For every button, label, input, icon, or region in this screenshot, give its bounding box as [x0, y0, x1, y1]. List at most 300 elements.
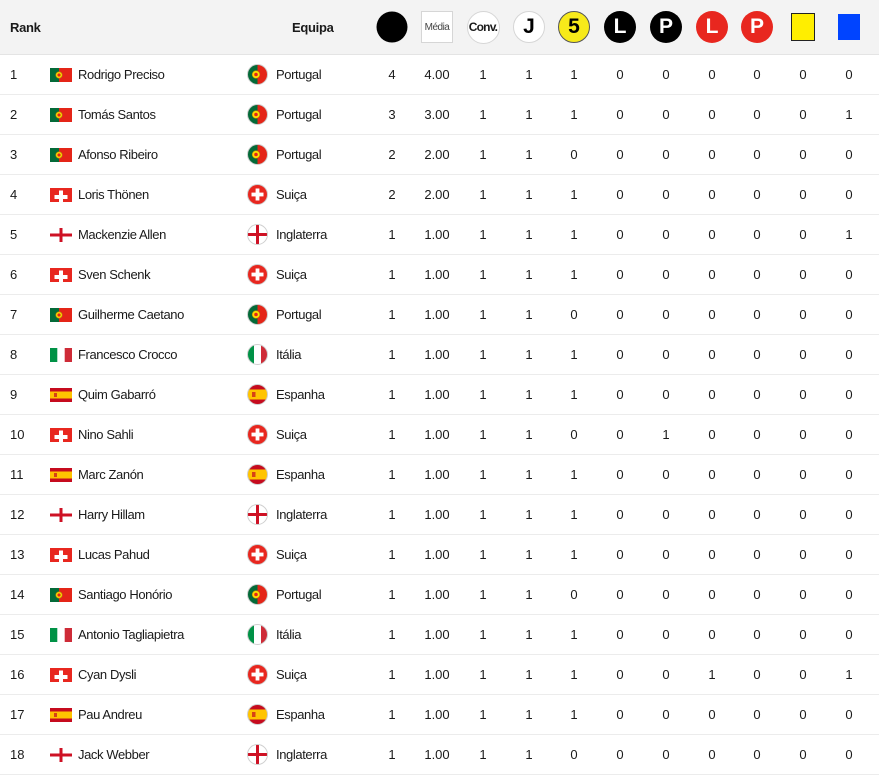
player-cell[interactable] — [50, 455, 240, 494]
country-flag-icon — [50, 668, 72, 682]
team-name[interactable]: Portugal — [276, 147, 322, 162]
team-cell[interactable] — [247, 575, 377, 614]
conv-cell: 1 — [479, 227, 487, 242]
player-name[interactable]: Pau Andreu — [78, 707, 142, 722]
j-cell: 1 — [525, 707, 533, 722]
blue-cards-cell: 0 — [845, 587, 853, 602]
player-cell[interactable] — [50, 415, 240, 454]
j-cell: 1 — [525, 747, 533, 762]
goals-cell: 1 — [388, 267, 396, 282]
rank-cell: 3 — [10, 147, 18, 162]
goals-cell: 1 — [388, 467, 396, 482]
l-red-header[interactable] — [692, 0, 732, 54]
p-red-cell: 0 — [753, 67, 761, 82]
team-cell[interactable] — [247, 615, 377, 654]
yellow-cards-cell: 0 — [799, 307, 807, 322]
yellow-cards-cell: 0 — [799, 747, 807, 762]
table-row[interactable] — [0, 655, 879, 695]
media-cell: 1.00 — [424, 547, 450, 562]
media-cell: 1.00 — [424, 387, 450, 402]
p-cell: 0 — [662, 267, 670, 282]
five-cell: 0 — [570, 307, 578, 322]
conv-cell: 1 — [479, 587, 487, 602]
team-name[interactable]: Suiça — [276, 427, 307, 442]
media-cell: 1.00 — [424, 427, 450, 442]
table-row[interactable] — [0, 455, 879, 495]
l-cell: 0 — [616, 667, 624, 682]
yellow-card-header[interactable] — [783, 0, 823, 54]
l-cell: 0 — [616, 587, 624, 602]
team-cell[interactable] — [247, 215, 377, 254]
goals-cell: 4 — [388, 67, 396, 82]
team-header[interactable]: Equipa — [292, 19, 334, 35]
j-cell: 1 — [525, 467, 533, 482]
player-cell[interactable] — [50, 495, 240, 534]
five-cell: 1 — [570, 187, 578, 202]
country-flag-icon — [50, 148, 72, 162]
p-cell: 0 — [662, 747, 670, 762]
yellow-cards-cell: 0 — [799, 427, 807, 442]
player-name[interactable]: Quim Gabarró — [78, 387, 156, 402]
five-cell: 0 — [570, 587, 578, 602]
j-cell: 1 — [525, 107, 533, 122]
l-cell: 0 — [616, 187, 624, 202]
table-row[interactable] — [0, 375, 879, 415]
player-name[interactable]: Santiago Honório — [78, 587, 173, 602]
p-cell: 0 — [662, 67, 670, 82]
j-header[interactable] — [509, 0, 549, 54]
l-cell: 0 — [616, 227, 624, 242]
table-row[interactable] — [0, 95, 879, 135]
five-cell: 1 — [570, 267, 578, 282]
j-cell: 1 — [525, 187, 533, 202]
table-row[interactable] — [0, 615, 879, 655]
country-flag-icon — [50, 708, 72, 722]
rank-cell: 17 — [10, 707, 25, 722]
conv-cell: 1 — [479, 347, 487, 362]
conv-cell: 1 — [479, 507, 487, 522]
p-cell: 0 — [662, 707, 670, 722]
goals-cell: 1 — [388, 507, 396, 522]
table-row[interactable] — [0, 135, 879, 175]
team-name[interactable]: Suiça — [276, 187, 307, 202]
blue-cards-cell: 0 — [845, 187, 853, 202]
team-name[interactable]: Itália — [276, 627, 302, 642]
rank-cell: 18 — [10, 747, 25, 762]
table-row[interactable] — [0, 295, 879, 335]
yellow-cards-cell: 0 — [799, 707, 807, 722]
team-name[interactable]: Suiça — [276, 667, 307, 682]
media-header[interactable] — [417, 0, 457, 54]
blue-cards-cell: 0 — [845, 147, 853, 162]
j-cell: 1 — [525, 347, 533, 362]
player-cell[interactable] — [50, 335, 240, 374]
player-name[interactable]: Guilherme Caetano — [78, 307, 184, 322]
blue-card-header[interactable] — [829, 0, 869, 54]
team-name[interactable]: Portugal — [276, 307, 322, 322]
team-cell[interactable] — [247, 335, 377, 374]
team-cell[interactable] — [247, 135, 377, 174]
blue-cards-cell: 0 — [845, 67, 853, 82]
p-cell: 0 — [662, 627, 670, 642]
p-red-cell: 0 — [753, 627, 761, 642]
country-flag-icon — [50, 588, 72, 602]
j-cell: 1 — [525, 667, 533, 682]
media-cell: 4.00 — [424, 67, 450, 82]
team-flag-icon — [247, 304, 268, 325]
l-label: L — [604, 11, 636, 43]
team-flag-icon — [247, 664, 268, 685]
yellow-cards-cell: 0 — [799, 467, 807, 482]
goals-cell: 1 — [388, 227, 396, 242]
yellow-cards-cell: 0 — [799, 67, 807, 82]
team-name[interactable]: Suiça — [276, 267, 307, 282]
team-cell[interactable] — [247, 415, 377, 454]
p-red-cell: 0 — [753, 347, 761, 362]
table-body — [0, 55, 879, 775]
yellow-cards-cell: 0 — [799, 507, 807, 522]
team-name[interactable]: Itália — [276, 347, 302, 362]
p-label: P — [650, 11, 682, 43]
player-name[interactable]: Nino Sahli — [78, 427, 134, 442]
player-name[interactable]: Harry Hillam — [78, 507, 145, 522]
media-cell: 1.00 — [424, 667, 450, 682]
goals-cell: 2 — [388, 147, 396, 162]
table-row[interactable] — [0, 695, 879, 735]
l-cell: 0 — [616, 67, 624, 82]
team-flag-icon — [247, 624, 268, 645]
l-cell: 0 — [616, 147, 624, 162]
p-cell: 0 — [662, 347, 670, 362]
media-cell: 1.00 — [424, 707, 450, 722]
five-cell: 1 — [570, 387, 578, 402]
team-cell[interactable] — [247, 295, 377, 334]
table-row[interactable] — [0, 415, 879, 455]
goals-cell: 3 — [388, 107, 396, 122]
player-name[interactable]: Sven Schenk — [78, 267, 151, 282]
conv-cell: 1 — [479, 147, 487, 162]
conv-cell: 1 — [479, 107, 487, 122]
team-flag-icon — [247, 184, 268, 205]
team-name[interactable]: Espanha — [276, 707, 325, 722]
media-cell: 3.00 — [424, 107, 450, 122]
team-name[interactable]: Suiça — [276, 547, 307, 562]
team-cell[interactable] — [247, 655, 377, 694]
player-name[interactable]: Loris Thönen — [78, 187, 149, 202]
country-flag-icon — [50, 268, 72, 282]
l-cell: 0 — [616, 307, 624, 322]
team-flag-icon — [247, 64, 268, 85]
team-name[interactable]: Inglaterra — [276, 227, 327, 242]
p-cell: 0 — [662, 667, 670, 682]
player-name[interactable]: Francesco Crocco — [78, 347, 178, 362]
table-row[interactable] — [0, 495, 879, 535]
team-flag-icon — [247, 464, 268, 485]
p-red-cell: 0 — [753, 587, 761, 602]
l-cell: 0 — [616, 387, 624, 402]
yellow-cards-cell: 0 — [799, 627, 807, 642]
country-flag-icon — [50, 348, 72, 362]
five-cell: 1 — [570, 347, 578, 362]
team-cell[interactable] — [247, 735, 377, 774]
five-cell: 1 — [570, 467, 578, 482]
table-row[interactable] — [0, 175, 879, 215]
rank-cell: 8 — [10, 347, 18, 362]
country-flag-icon — [50, 428, 72, 442]
yellow-cards-cell: 0 — [799, 147, 807, 162]
team-cell[interactable] — [247, 455, 377, 494]
blue-cards-cell: 0 — [845, 507, 853, 522]
conv-cell: 1 — [479, 707, 487, 722]
team-flag-icon — [247, 384, 268, 405]
team-flag-icon — [247, 224, 268, 245]
goals-cell: 1 — [388, 427, 396, 442]
blue-cards-cell: 0 — [845, 387, 853, 402]
conv-cell: 1 — [479, 427, 487, 442]
player-cell[interactable] — [50, 255, 240, 294]
player-name[interactable]: Rodrigo Preciso — [78, 67, 165, 82]
player-name[interactable]: Lucas Pahud — [78, 547, 150, 562]
player-cell[interactable] — [50, 175, 240, 214]
l-red-label: L — [696, 11, 728, 43]
team-cell[interactable] — [247, 55, 377, 94]
team-cell[interactable] — [247, 175, 377, 214]
team-cell[interactable] — [247, 535, 377, 574]
team-cell[interactable] — [247, 695, 377, 734]
media-cell: 1.00 — [424, 587, 450, 602]
table-row[interactable] — [0, 215, 879, 255]
p-header[interactable] — [646, 0, 686, 54]
team-flag-icon — [247, 264, 268, 285]
rank-cell: 1 — [10, 67, 18, 82]
player-cell[interactable] — [50, 95, 240, 134]
p-cell: 0 — [662, 307, 670, 322]
goals-cell: 1 — [388, 307, 396, 322]
l-cell: 0 — [616, 507, 624, 522]
player-cell[interactable] — [50, 695, 240, 734]
l-red-cell: 0 — [708, 107, 716, 122]
l-cell: 0 — [616, 347, 624, 362]
country-flag-icon — [50, 468, 72, 482]
goals-cell: 1 — [388, 627, 396, 642]
conv-cell: 1 — [479, 387, 487, 402]
goals-cell: 1 — [388, 667, 396, 682]
rank-cell: 7 — [10, 307, 18, 322]
conv-cell: 1 — [479, 547, 487, 562]
table-row[interactable] — [0, 55, 879, 95]
l-red-cell: 0 — [708, 427, 716, 442]
l-red-cell: 0 — [708, 267, 716, 282]
player-cell[interactable] — [50, 655, 240, 694]
l-red-cell: 0 — [708, 387, 716, 402]
team-name[interactable]: Espanha — [276, 387, 325, 402]
j-cell: 1 — [525, 547, 533, 562]
table-row[interactable] — [0, 335, 879, 375]
five-cell: 1 — [570, 667, 578, 682]
player-name[interactable]: Tomás Santos — [78, 107, 156, 122]
l-red-cell: 0 — [708, 67, 716, 82]
p-cell: 0 — [662, 587, 670, 602]
p-red-cell: 0 — [753, 387, 761, 402]
table-row[interactable] — [0, 535, 879, 575]
goals-header[interactable] — [372, 0, 412, 54]
rank-header[interactable]: Rank — [10, 19, 41, 35]
five-header[interactable] — [554, 0, 594, 54]
yellow-card-icon — [791, 13, 815, 41]
l-cell: 0 — [616, 547, 624, 562]
p-red-label: P — [741, 11, 773, 43]
team-cell[interactable] — [247, 255, 377, 294]
l-header[interactable] — [600, 0, 640, 54]
j-cell: 1 — [525, 627, 533, 642]
team-cell[interactable] — [247, 495, 377, 534]
rank-cell: 16 — [10, 667, 25, 682]
goals-cell: 2 — [388, 187, 396, 202]
j-cell: 1 — [525, 387, 533, 402]
l-cell: 0 — [616, 427, 624, 442]
conv-cell: 1 — [479, 747, 487, 762]
yellow-cards-cell: 0 — [799, 587, 807, 602]
media-cell: 1.00 — [424, 227, 450, 242]
country-flag-icon — [50, 628, 72, 642]
p-red-cell: 0 — [753, 427, 761, 442]
conv-cell: 1 — [479, 187, 487, 202]
l-red-cell: 1 — [708, 667, 716, 682]
player-cell[interactable] — [50, 55, 240, 94]
blue-cards-cell: 0 — [845, 547, 853, 562]
j-cell: 1 — [525, 587, 533, 602]
team-flag-icon — [247, 584, 268, 605]
country-flag-icon — [50, 308, 72, 322]
l-red-cell: 0 — [708, 187, 716, 202]
j-cell: 1 — [525, 507, 533, 522]
team-name[interactable]: Inglaterra — [276, 507, 327, 522]
p-red-cell: 0 — [753, 467, 761, 482]
l-red-cell: 0 — [708, 507, 716, 522]
p-cell: 0 — [662, 227, 670, 242]
p-red-cell: 0 — [753, 707, 761, 722]
j-label: J — [513, 11, 545, 43]
team-flag-icon — [247, 744, 268, 765]
j-cell: 1 — [525, 307, 533, 322]
player-cell[interactable] — [50, 575, 240, 614]
table-row[interactable] — [0, 255, 879, 295]
team-flag-icon — [247, 544, 268, 565]
team-name[interactable]: Portugal — [276, 67, 322, 82]
team-cell[interactable] — [247, 95, 377, 134]
blue-cards-cell: 1 — [845, 107, 853, 122]
player-name[interactable]: Cyan Dysli — [78, 667, 137, 682]
player-cell[interactable] — [50, 295, 240, 334]
media-cell: 1.00 — [424, 467, 450, 482]
player-cell[interactable] — [50, 375, 240, 414]
goals-cell: 1 — [388, 547, 396, 562]
team-flag-icon — [247, 344, 268, 365]
player-cell[interactable] — [50, 615, 240, 654]
l-red-cell: 0 — [708, 747, 716, 762]
l-cell: 0 — [616, 107, 624, 122]
player-cell[interactable] — [50, 735, 240, 774]
j-cell: 1 — [525, 67, 533, 82]
ball-icon — [376, 11, 408, 43]
p-red-header[interactable] — [737, 0, 777, 54]
five-cell: 0 — [570, 147, 578, 162]
player-name[interactable]: Marc Zanón — [78, 467, 144, 482]
player-cell[interactable] — [50, 535, 240, 574]
five-cell: 1 — [570, 227, 578, 242]
rank-cell: 11 — [10, 467, 24, 482]
player-name[interactable]: Mackenzie Allen — [78, 227, 166, 242]
team-name[interactable]: Portugal — [276, 107, 322, 122]
l-red-cell: 0 — [708, 707, 716, 722]
five-cell: 0 — [570, 747, 578, 762]
conv-header[interactable] — [463, 0, 503, 54]
p-cell: 0 — [662, 467, 670, 482]
goals-cell: 1 — [388, 347, 396, 362]
j-cell: 1 — [525, 427, 533, 442]
team-flag-icon — [247, 144, 268, 165]
player-name[interactable]: Jack Webber — [78, 747, 150, 762]
p-red-cell: 0 — [753, 307, 761, 322]
team-name[interactable]: Inglaterra — [276, 747, 327, 762]
media-cell: 1.00 — [424, 267, 450, 282]
conv-cell: 1 — [479, 307, 487, 322]
player-cell[interactable] — [50, 215, 240, 254]
rank-cell: 12 — [10, 507, 25, 522]
country-flag-icon — [50, 108, 72, 122]
yellow-cards-cell: 0 — [799, 387, 807, 402]
player-name[interactable]: Afonso Ribeiro — [78, 147, 158, 162]
team-flag-icon — [247, 704, 268, 725]
media-cell: 1.00 — [424, 747, 450, 762]
player-name[interactable]: Antonio Tagliapietra — [78, 627, 184, 642]
player-cell[interactable] — [50, 135, 240, 174]
rank-cell: 15 — [10, 627, 25, 642]
team-flag-icon — [247, 104, 268, 125]
table-row[interactable] — [0, 575, 879, 615]
yellow-cards-cell: 0 — [799, 187, 807, 202]
media-cell: 1.00 — [424, 507, 450, 522]
p-red-cell: 0 — [753, 747, 761, 762]
p-cell: 0 — [662, 507, 670, 522]
team-name[interactable]: Portugal — [276, 587, 322, 602]
table-row[interactable] — [0, 735, 879, 775]
media-cell: 2.00 — [424, 147, 450, 162]
team-name[interactable]: Espanha — [276, 467, 325, 482]
p-cell: 0 — [662, 147, 670, 162]
country-flag-icon — [50, 68, 72, 82]
country-flag-icon — [50, 508, 72, 522]
five-cell: 1 — [570, 507, 578, 522]
blue-cards-cell: 0 — [845, 267, 853, 282]
yellow-cards-cell: 0 — [799, 227, 807, 242]
media-label: Média — [421, 11, 453, 43]
p-red-cell: 0 — [753, 267, 761, 282]
rank-cell: 2 — [10, 107, 18, 122]
five-label: 5 — [558, 11, 590, 43]
p-cell: 0 — [662, 387, 670, 402]
l-red-cell: 0 — [708, 587, 716, 602]
blue-cards-cell: 0 — [845, 347, 853, 362]
team-cell[interactable] — [247, 375, 377, 414]
p-red-cell: 0 — [753, 667, 761, 682]
rank-cell: 9 — [10, 387, 18, 402]
team-flag-icon — [247, 424, 268, 445]
goals-cell: 1 — [388, 747, 396, 762]
rank-cell: 10 — [10, 427, 25, 442]
five-cell: 0 — [570, 427, 578, 442]
l-red-cell: 0 — [708, 227, 716, 242]
